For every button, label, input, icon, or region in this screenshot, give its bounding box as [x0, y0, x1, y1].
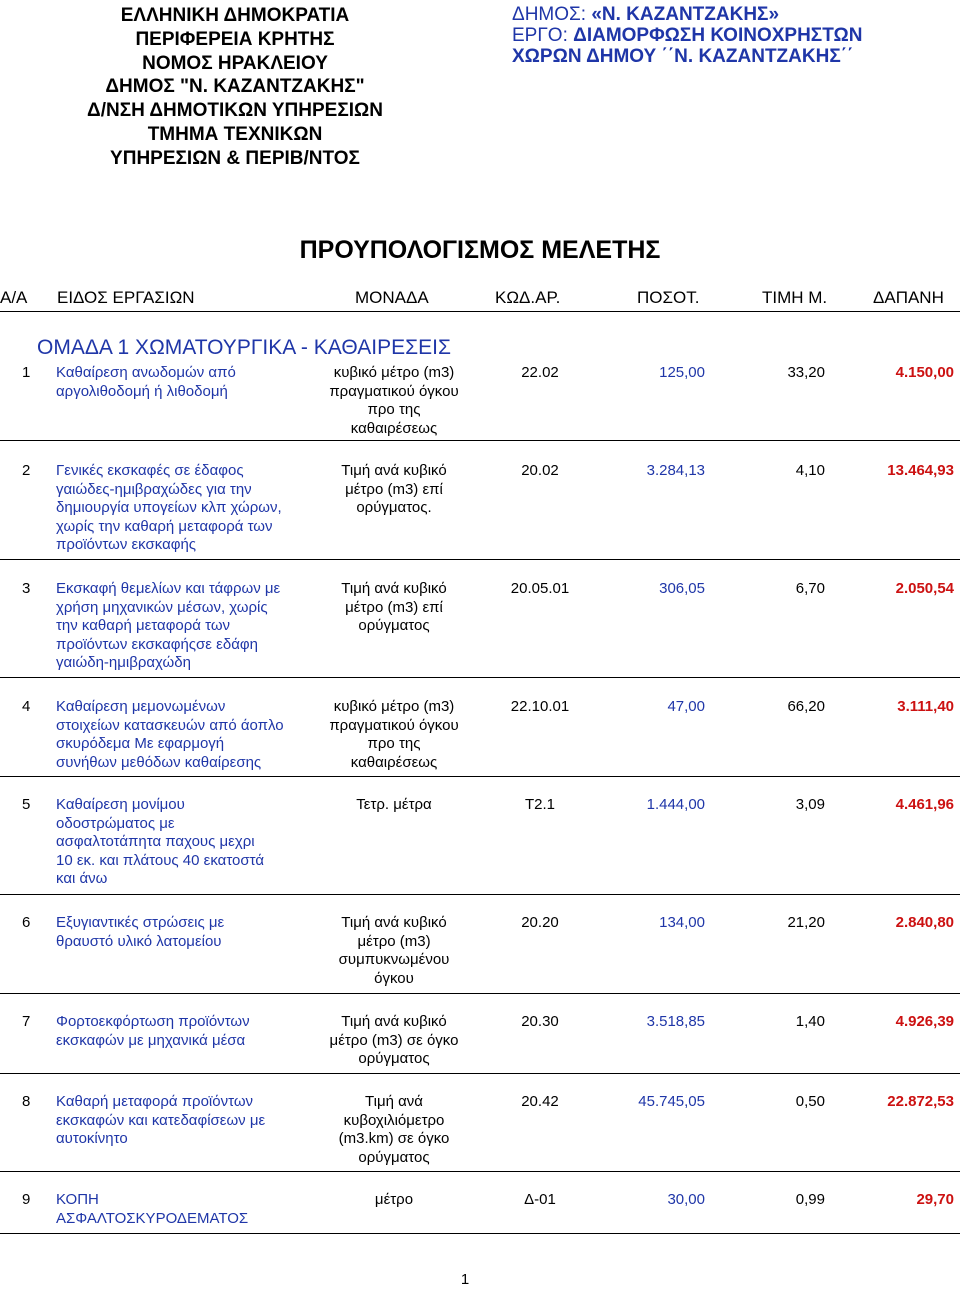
row-quantity: 306,05 — [659, 580, 705, 597]
row-quantity: 30,00 — [667, 1191, 705, 1208]
row-quantity: 45.745,05 — [638, 1093, 705, 1110]
desc-line: Γενικές εκσκαφές σε έδαφος — [56, 462, 244, 479]
row-quantity: 125,00 — [659, 364, 705, 381]
column-header-row — [0, 288, 960, 310]
authority-line: ΤΜΗΜΑ ΤΕΧΝΙΚΩΝ — [147, 123, 323, 145]
row-quantity: 3.518,85 — [646, 1013, 705, 1030]
desc-line: γαιώδη-ημιβραχώδη — [56, 654, 191, 671]
row-description — [56, 1093, 306, 1149]
desc-line: Εκσκαφή θεμελίων και τάφρων με — [56, 580, 281, 597]
desc-line: ΑΣΦΑΛΤΟΣΚΥΡΟΔΕΜΑΤΟΣ — [56, 1209, 249, 1227]
unit-line: κυβοχιλιόμετρο — [343, 1111, 445, 1129]
row-cost: 4.926,39 — [895, 1013, 954, 1030]
row-unit-price: 3,09 — [795, 796, 825, 813]
authority-line: Δ/ΝΣΗ ΔΗΜΟΤΙΚΩΝ ΥΠΗΡΕΣΙΩΝ — [87, 100, 383, 122]
project-label: ΕΡΓΟ: — [512, 25, 574, 46]
row-unit — [305, 462, 483, 518]
project-value: ΔΙΑΜΟΡΦΩΣΗ ΚΟΙΝΟΧΡΗΣΤΩΝ — [573, 25, 863, 46]
unit-line: ορύγματος — [358, 1148, 430, 1166]
row-unit-price: 4,10 — [795, 462, 825, 479]
authority-line: ΥΠΗΡΕΣΙΩΝ & ΠΕΡΙΒ/ΝΤΟΣ — [110, 147, 360, 169]
row-description — [56, 364, 306, 401]
row-code: 22.10.01 — [510, 698, 570, 715]
row-code: 20.42 — [521, 1093, 559, 1110]
unit-line: μέτρο (m3) — [357, 932, 431, 950]
document-title: ΠΡΟΥΠΟΛΟΓΙΣΜΟΣ ΜΕΛΕΤΗΣ — [299, 236, 661, 264]
row-description — [56, 580, 306, 673]
row-number: 2 — [22, 462, 31, 479]
unit-line: μέτρο (m3) επί — [345, 598, 443, 616]
row-unit-price: 33,20 — [787, 364, 825, 381]
row-unit — [305, 1191, 483, 1210]
project-header — [512, 4, 862, 67]
row-cost: 2.840,80 — [895, 914, 954, 931]
row-unit — [305, 580, 483, 636]
row-description — [56, 1013, 306, 1050]
row-code: 22.02 — [521, 364, 559, 381]
row-quantity: 1.444,00 — [646, 796, 705, 813]
row-divider — [0, 993, 960, 994]
unit-line: Τετρ. μέτρα — [356, 796, 432, 813]
row-unit — [305, 698, 483, 772]
desc-line: την καθαρή μεταφορά των — [56, 617, 231, 634]
row-unit — [305, 1093, 483, 1167]
row-number: 8 — [22, 1093, 31, 1110]
row-quantity: 47,00 — [667, 698, 705, 715]
row-cost: 2.050,54 — [895, 580, 954, 597]
row-cost: 22.872,53 — [887, 1093, 954, 1110]
unit-line: πραγματικού όγκου — [329, 716, 459, 734]
desc-line: Εξυγιαντικές στρώσεις με — [56, 914, 225, 931]
desc-line: χρήση μηχανικών μέσων, χωρίς — [56, 598, 268, 616]
row-divider — [0, 440, 960, 441]
desc-line: χωρίς την καθαρή μεταφορά των — [56, 517, 273, 535]
project-value-continued: ΧΩΡΩΝ ΔΗΜΟΥ ΄΄Ν. ΚΑΖΑΝΤΖΑΚΗΣ΄΄ — [512, 46, 854, 67]
row-divider — [0, 1073, 960, 1074]
row-unit — [305, 364, 483, 438]
row-code: Τ2.1 — [524, 796, 555, 813]
row-description — [56, 462, 306, 555]
unit-line: μέτρο (m3) επί — [345, 480, 443, 498]
row-divider — [0, 1233, 960, 1234]
row-description — [56, 698, 306, 772]
authority-line: ΔΗΜΟΣ "Ν. ΚΑΖΑΝΤΖΑΚΗΣ" — [105, 76, 365, 98]
desc-line: σκυρόδεμα Με εφαρμογή — [56, 735, 225, 752]
desc-line: αυτοκίνητο — [56, 1130, 128, 1147]
row-number: 4 — [22, 698, 31, 715]
row-number: 1 — [22, 364, 31, 381]
row-cost: 29,70 — [916, 1191, 954, 1208]
col-desc-header: ΕΙΔΟΣ ΕΡΓΑΣΙΩΝ — [57, 288, 195, 307]
desc-line: θραυστό υλικό λατομείου — [56, 932, 222, 950]
desc-line: αργολιθοδομή ή λιθοδομή — [56, 382, 228, 400]
desc-line: Καθαίρεση μεμονωμένων — [56, 698, 226, 715]
desc-line: προϊόντων εκσκαφής — [56, 536, 197, 553]
row-unit-price: 21,20 — [787, 914, 825, 931]
unit-line: καθαιρέσεως — [350, 419, 438, 437]
row-cost: 3.111,40 — [897, 698, 954, 715]
page-number: 1 — [460, 1271, 470, 1288]
row-unit-price: 0,50 — [795, 1093, 825, 1110]
row-code: Δ-01 — [524, 1191, 556, 1208]
desc-line: στοιχείων κατασκευών από άοπλο — [56, 716, 284, 734]
row-unit-price: 0,99 — [795, 1191, 825, 1208]
desc-line: 10 εκ. και πλάτους 40 εκατοστά — [56, 851, 265, 869]
desc-line: Καθαίρεση ανωδομών από — [56, 364, 236, 381]
desc-line: εκσκαφών με μηχανικά μέσα — [56, 1031, 246, 1049]
desc-line: εκσκαφών και κατεδαφίσεων με — [56, 1111, 266, 1129]
row-cost: 13.464,93 — [887, 462, 954, 479]
unit-line: ορύγματος — [358, 617, 430, 634]
unit-line: ορύγματος — [358, 1050, 430, 1067]
row-number: 7 — [22, 1013, 31, 1030]
col-unit-header: ΜΟΝΑΔΑ — [355, 288, 429, 307]
unit-line: ορύγματος. — [356, 499, 432, 516]
col-code-header: ΚΩΔ.ΑΡ. — [495, 288, 561, 307]
municipality-value: «Ν. ΚΑΖΑΝΤΖΑΚΗΣ» — [591, 4, 780, 25]
desc-line: προϊόντων εκσκαφήςσε εδάφη — [56, 635, 258, 653]
row-number: 9 — [22, 1191, 31, 1208]
row-unit — [305, 1013, 483, 1069]
header-divider — [0, 311, 960, 312]
unit-line: κυβικό μέτρο (m3) — [333, 698, 455, 715]
row-divider — [0, 776, 960, 777]
desc-line: Καθαρή μεταφορά προϊόντων — [56, 1093, 254, 1110]
authority-line: ΠΕΡΙΦΕΡΕΙΑ ΚΡΗΤΗΣ — [135, 28, 335, 50]
row-code: 20.02 — [521, 462, 559, 479]
unit-line: κυβικό μέτρο (m3) — [333, 364, 455, 381]
unit-line: όγκου — [374, 969, 414, 987]
desc-line: ΚΟΠΗ — [56, 1191, 99, 1208]
unit-line: μέτρο (m3) σε όγκο — [329, 1031, 459, 1049]
col-qty-header: ΠΟΣΟΤ. — [637, 288, 700, 307]
desc-line: γαιώδες-ημιβραχώδες για την — [56, 480, 252, 498]
unit-line: (m3.km) σε όγκο — [338, 1130, 450, 1147]
row-code: 20.20 — [521, 914, 559, 931]
col-cost-header: ΔΑΠΑΝΗ — [873, 288, 944, 307]
row-code: 20.30 — [521, 1013, 559, 1030]
row-code: 20.05.01 — [510, 580, 570, 597]
row-quantity: 134,00 — [659, 914, 705, 931]
unit-line: συμπυκνωμένου — [338, 951, 450, 968]
row-divider — [0, 559, 960, 560]
row-number: 3 — [22, 580, 31, 597]
row-unit-price: 66,20 — [787, 698, 825, 715]
unit-line: πραγματικού όγκου — [329, 382, 459, 400]
row-cost: 4.150,00 — [895, 364, 954, 381]
desc-line: συνήθων μεθόδων καθαίρεσης — [56, 753, 262, 771]
unit-line: μέτρο — [374, 1191, 414, 1208]
desc-line: και άνω — [56, 870, 108, 887]
row-description — [56, 796, 306, 889]
row-divider — [0, 894, 960, 895]
desc-line: Φορτοεκφόρτωση προϊόντων — [56, 1013, 250, 1030]
unit-line: προ της — [367, 401, 421, 418]
unit-line: Τιμή ανά κυβικό — [341, 462, 447, 479]
unit-line: Τιμή ανά — [365, 1093, 423, 1110]
row-description — [56, 914, 306, 951]
row-quantity: 3.284,13 — [646, 462, 705, 479]
row-unit — [305, 796, 483, 815]
row-unit — [305, 914, 483, 988]
row-unit-price: 1,40 — [795, 1013, 825, 1030]
unit-line: Τιμή ανά κυβικό — [341, 914, 447, 931]
col-price-header: ΤΙΜΗ Μ. — [762, 288, 828, 307]
desc-line: Καθαίρεση μονίμου — [56, 796, 185, 813]
unit-line: Τιμή ανά κυβικό — [341, 580, 447, 597]
row-cost: 4.461,96 — [895, 796, 954, 813]
municipality-line — [512, 4, 862, 25]
desc-line: δημιουργία υπογείων κλπ χώρων, — [56, 499, 282, 516]
group-title: ΟΜΑΔΑ 1 ΧΩΜΑΤΟΥΡΓΙΚΑ - ΚΑΘΑΙΡΕΣΕΙΣ — [37, 336, 451, 359]
authority-line: ΕΛΛΗΝΙΚΗ ΔΗΜΟΚΡΑΤΙΑ — [120, 5, 350, 26]
unit-line: καθαιρέσεως — [350, 753, 438, 771]
row-unit-price: 6,70 — [795, 580, 825, 597]
col-num-header: Α/Α — [0, 288, 28, 307]
project-line — [512, 25, 862, 46]
authority-header — [60, 4, 410, 171]
authority-line: ΝΟΜΟΣ ΗΡΑΚΛΕΙΟΥ — [142, 52, 328, 74]
unit-line: προ της — [367, 735, 421, 752]
municipality-label: ΔΗΜΟΣ: — [512, 4, 592, 25]
desc-line: ασφαλτοτάπητα παχους μεχρι — [56, 833, 255, 850]
row-number: 6 — [22, 914, 31, 931]
row-divider — [0, 1171, 960, 1172]
desc-line: οδοστρώματος με — [56, 814, 175, 832]
row-number: 5 — [22, 796, 31, 813]
unit-line: Τιμή ανά κυβικό — [341, 1013, 447, 1030]
row-divider — [0, 677, 960, 678]
row-description — [56, 1191, 306, 1228]
